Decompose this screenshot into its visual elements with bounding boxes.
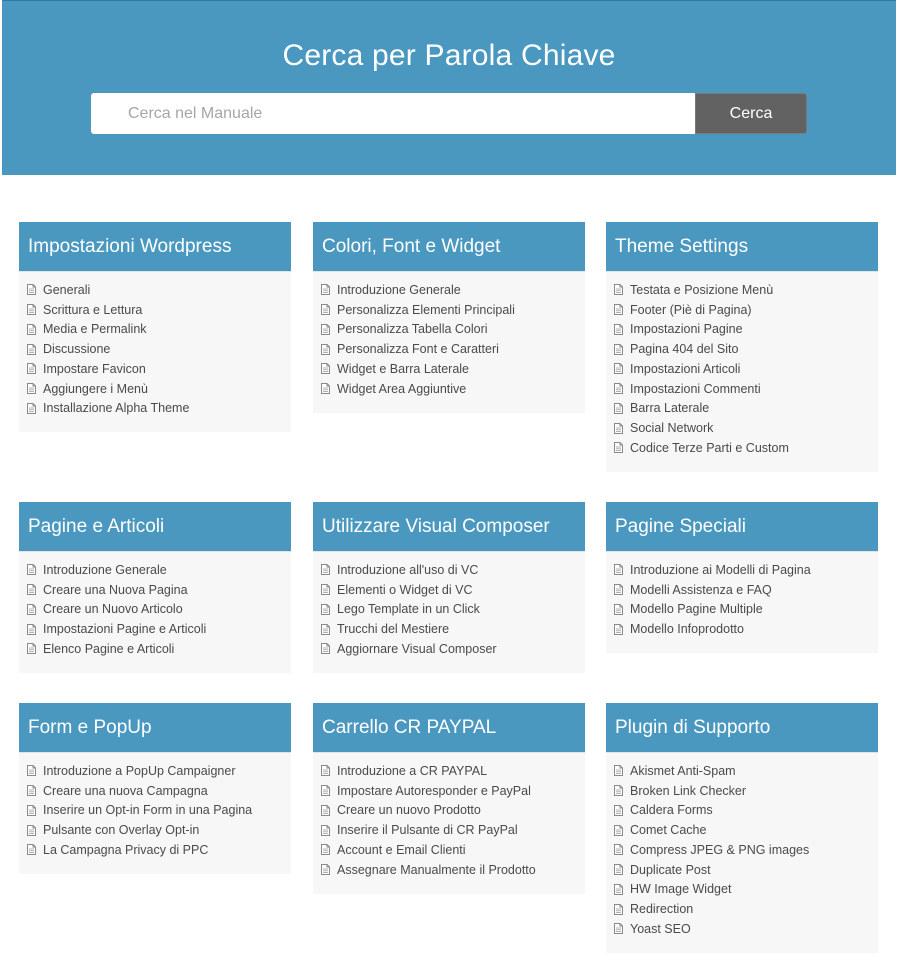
card-item-link[interactable]: [321, 820, 585, 840]
card-item-link[interactable]: [614, 418, 878, 438]
card-item-link[interactable]: [614, 860, 878, 880]
card-item-link[interactable]: [614, 560, 878, 580]
category-card: [606, 703, 878, 953]
category-card: [19, 703, 291, 874]
document-icon: [614, 884, 623, 895]
card-item-link[interactable]: [27, 320, 291, 340]
card-item-link[interactable]: [27, 840, 291, 860]
category-card: [19, 222, 291, 432]
card-item-label: Testata e Posizione Menù: [630, 282, 774, 297]
card-item-label: Introduzione a CR PAYPAL: [337, 763, 488, 778]
card-item-link[interactable]: [321, 359, 585, 379]
card-item-link[interactable]: [614, 619, 878, 639]
card-item-label: Introduzione a PopUp Campaigner: [43, 763, 236, 778]
card-title[interactable]: Utilizzare Visual Composer: [313, 502, 585, 552]
document-icon: [27, 825, 36, 836]
document-icon: [27, 564, 36, 575]
category-card: [313, 222, 585, 413]
card-item-label: La Campagna Privacy di PPC: [43, 842, 209, 857]
card-item-link[interactable]: [27, 761, 291, 781]
card-item-label: Impostare Favicon: [43, 361, 146, 376]
document-icon: [27, 344, 36, 355]
document-icon: [27, 604, 36, 615]
document-icon: [321, 324, 330, 335]
document-icon: [614, 423, 623, 434]
card-item-link[interactable]: [27, 580, 291, 600]
card-item-link[interactable]: [321, 320, 585, 340]
card-item-label: Barra Laterale: [630, 401, 710, 416]
card-item-link[interactable]: [27, 399, 291, 419]
document-icon: [321, 304, 330, 315]
card-item-label: Account e Email Clienti: [337, 842, 466, 857]
card-item-label: Elementi o Widget di VC: [337, 582, 473, 597]
document-icon: [614, 805, 623, 816]
document-icon: [614, 383, 623, 394]
document-icon: [614, 904, 623, 915]
card-item-link[interactable]: [614, 320, 878, 340]
card-item-link[interactable]: [614, 781, 878, 801]
card-item-link[interactable]: [614, 399, 878, 419]
document-icon: [321, 643, 330, 654]
card-item-label: Impostare Autoresponder e PayPal: [337, 783, 531, 798]
card-item-link[interactable]: [27, 820, 291, 840]
card-item-link[interactable]: [27, 619, 291, 639]
document-icon: [27, 383, 36, 394]
card-item-label: Installazione Alpha Theme: [43, 401, 190, 416]
document-icon: [27, 584, 36, 595]
document-icon: [27, 785, 36, 796]
card-item-link[interactable]: [27, 359, 291, 379]
card-item-label: Lego Template in un Click: [337, 602, 480, 617]
card-item-label: Personalizza Tabella Colori: [337, 322, 488, 337]
document-icon: [614, 923, 623, 934]
document-icon: [321, 785, 330, 796]
card-item-list: [19, 753, 291, 874]
card-item-link[interactable]: [27, 639, 291, 659]
card-title[interactable]: Pagine Speciali: [606, 502, 878, 552]
card-title[interactable]: Colori, Font e Widget: [313, 222, 585, 272]
card-item-link[interactable]: [27, 280, 291, 300]
search-bar: [91, 93, 807, 134]
card-item-list: [19, 272, 291, 432]
search-hero: [2, 0, 896, 175]
document-icon: [614, 584, 623, 595]
card-item-link[interactable]: [614, 761, 878, 781]
card-item-link[interactable]: [321, 300, 585, 320]
card-item-link[interactable]: [614, 300, 878, 320]
card-item-label: Caldera Forms: [630, 803, 713, 818]
card-item-label: Pulsante con Overlay Opt-in: [43, 823, 200, 838]
card-item-label: Modello Pagine Multiple: [630, 602, 763, 617]
card-item-list: [606, 272, 878, 472]
card-item-link[interactable]: [614, 899, 878, 919]
card-item-label: Compress JPEG & PNG images: [630, 842, 810, 857]
card-item-link[interactable]: [27, 781, 291, 801]
document-icon: [614, 284, 623, 295]
card-item-link[interactable]: [27, 600, 291, 620]
card-item-list: [606, 753, 878, 953]
card-item-label: Creare un nuovo Prodotto: [337, 803, 481, 818]
card-item-link[interactable]: [321, 619, 585, 639]
document-icon: [614, 604, 623, 615]
card-item-label: Media e Permalink: [43, 322, 147, 337]
card-item-link[interactable]: [27, 801, 291, 821]
card-item-label: Codice Terze Parti e Custom: [630, 440, 789, 455]
document-icon: [614, 844, 623, 855]
document-icon: [27, 844, 36, 855]
card-item-label: Widget e Barra Laterale: [337, 361, 470, 376]
card-title[interactable]: Carrello CR PAYPAL: [313, 703, 585, 753]
document-icon: [27, 324, 36, 335]
card-item-list: [313, 552, 585, 673]
card-item-link[interactable]: [614, 840, 878, 860]
card-item-label: Modelli Assistenza e FAQ: [630, 582, 772, 597]
document-icon: [321, 825, 330, 836]
card-item-link[interactable]: [321, 781, 585, 801]
card-item-label: Duplicate Post: [630, 862, 711, 877]
card-item-label: Inserire un Opt-in Form in una Pagina: [43, 803, 253, 818]
card-item-link[interactable]: [614, 379, 878, 399]
card-item-link[interactable]: [321, 801, 585, 821]
card-item-label: Pagina 404 del Sito: [630, 342, 739, 357]
card-item-label: Social Network: [630, 421, 714, 436]
card-item-label: Broken Link Checker: [630, 783, 747, 798]
card-item-link[interactable]: [321, 580, 585, 600]
document-icon: [321, 604, 330, 615]
card-title[interactable]: Pagine e Articoli: [19, 502, 291, 552]
card-title[interactable]: Theme Settings: [606, 222, 878, 272]
card-item-label: Personalizza Elementi Principali: [337, 302, 515, 317]
card-item-label: Modello Infoprodotto: [630, 622, 744, 637]
card-item-link[interactable]: [614, 919, 878, 939]
card-item-link[interactable]: [321, 761, 585, 781]
card-item-label: Inserire il Pulsante di CR PayPal: [337, 823, 518, 838]
card-item-label: Akismet Anti-Spam: [630, 763, 736, 778]
card-item-label: HW Image Widget: [630, 882, 732, 897]
document-icon: [614, 624, 623, 635]
document-icon: [614, 864, 623, 875]
document-icon: [321, 864, 330, 875]
document-icon: [614, 324, 623, 335]
card-item-link[interactable]: [614, 801, 878, 821]
card-item-label: Widget Area Aggiuntive: [337, 381, 467, 396]
search-button[interactable]: Cerca: [695, 93, 807, 134]
card-item-label: Creare un Nuovo Articolo: [43, 602, 183, 617]
category-card: [606, 502, 878, 653]
document-icon: [321, 344, 330, 355]
document-icon: [614, 403, 623, 414]
document-icon: [27, 624, 36, 635]
card-item-label: Introduzione Generale: [43, 562, 167, 577]
card-item-label: Footer (Piè di Pagina): [630, 302, 752, 317]
document-icon: [27, 643, 36, 654]
card-item-label: Aggiornare Visual Composer: [337, 641, 497, 656]
card-item-link[interactable]: [27, 560, 291, 580]
document-icon: [614, 363, 623, 374]
card-item-label: Yoast SEO: [630, 921, 691, 936]
document-icon: [321, 844, 330, 855]
card-item-link[interactable]: [321, 339, 585, 359]
card-item-list: [606, 552, 878, 653]
card-item-link[interactable]: [614, 359, 878, 379]
document-icon: [27, 284, 36, 295]
document-icon: [321, 584, 330, 595]
card-item-label: Impostazioni Commenti: [630, 381, 761, 396]
document-icon: [614, 344, 623, 355]
card-item-link[interactable]: [614, 820, 878, 840]
card-item-label: Introduzione ai Modelli di Pagina: [630, 562, 811, 577]
category-card: [313, 703, 585, 894]
page-title: Cerca per Parola Chiave: [282, 39, 616, 72]
card-item-label: Personalizza Font e Caratteri: [337, 342, 499, 357]
card-item-label: Creare una nuova Campagna: [43, 783, 208, 798]
category-card: [313, 502, 585, 673]
search-input[interactable]: [91, 93, 695, 134]
card-item-link[interactable]: [614, 880, 878, 900]
category-card: [606, 222, 878, 472]
card-item-link[interactable]: [27, 300, 291, 320]
card-item-label: Aggiungere i Menù: [43, 381, 148, 396]
document-icon: [321, 284, 330, 295]
document-icon: [321, 624, 330, 635]
document-icon: [614, 765, 623, 776]
card-item-list: [19, 552, 291, 673]
card-item-link[interactable]: [321, 280, 585, 300]
document-icon: [27, 403, 36, 414]
card-item-label: Introduzione Generale: [337, 282, 461, 297]
card-item-label: Generali: [43, 282, 91, 297]
category-card: [19, 502, 291, 673]
card-item-link[interactable]: [614, 580, 878, 600]
card-item-list: [313, 753, 585, 894]
card-title[interactable]: Impostazioni Wordpress: [19, 222, 291, 272]
card-item-link[interactable]: [321, 639, 585, 659]
card-item-link[interactable]: [321, 840, 585, 860]
card-item-label: Impostazioni Pagine: [630, 322, 743, 337]
document-icon: [614, 785, 623, 796]
card-item-label: Assegnare Manualmente il Prodotto: [337, 862, 536, 877]
document-icon: [614, 564, 623, 575]
document-icon: [321, 363, 330, 374]
card-item-link[interactable]: [321, 560, 585, 580]
card-item-link[interactable]: [614, 600, 878, 620]
card-item-label: Introduzione all'uso di VC: [337, 562, 479, 577]
document-icon: [27, 805, 36, 816]
card-item-link[interactable]: [27, 379, 291, 399]
card-title[interactable]: Form e PopUp: [19, 703, 291, 753]
card-item-label: Scrittura e Lettura: [43, 302, 143, 317]
document-icon: [27, 363, 36, 374]
document-icon: [321, 765, 330, 776]
document-icon: [321, 383, 330, 394]
card-item-link[interactable]: [27, 339, 291, 359]
document-icon: [614, 304, 623, 315]
document-icon: [27, 765, 36, 776]
card-item-link[interactable]: [614, 280, 878, 300]
document-icon: [27, 304, 36, 315]
card-item-label: Impostazioni Pagine e Articoli: [43, 622, 207, 637]
document-icon: [614, 442, 623, 453]
card-title[interactable]: Plugin di Supporto: [606, 703, 878, 753]
document-icon: [321, 805, 330, 816]
card-item-link[interactable]: [321, 600, 585, 620]
document-icon: [321, 564, 330, 575]
card-item-label: Redirection: [630, 902, 694, 917]
card-item-label: Discussione: [43, 342, 111, 357]
card-item-label: Comet Cache: [630, 823, 707, 838]
card-item-label: Impostazioni Articoli: [630, 361, 741, 376]
card-item-label: Creare una Nuova Pagina: [43, 582, 188, 597]
document-icon: [614, 825, 623, 836]
card-item-link[interactable]: [321, 860, 585, 880]
card-item-link[interactable]: [614, 438, 878, 458]
card-item-list: [313, 272, 585, 413]
card-item-link[interactable]: [614, 339, 878, 359]
card-item-label: Trucchi del Mestiere: [337, 622, 450, 637]
card-item-label: Elenco Pagine e Articoli: [43, 641, 175, 656]
card-item-link[interactable]: [321, 379, 585, 399]
